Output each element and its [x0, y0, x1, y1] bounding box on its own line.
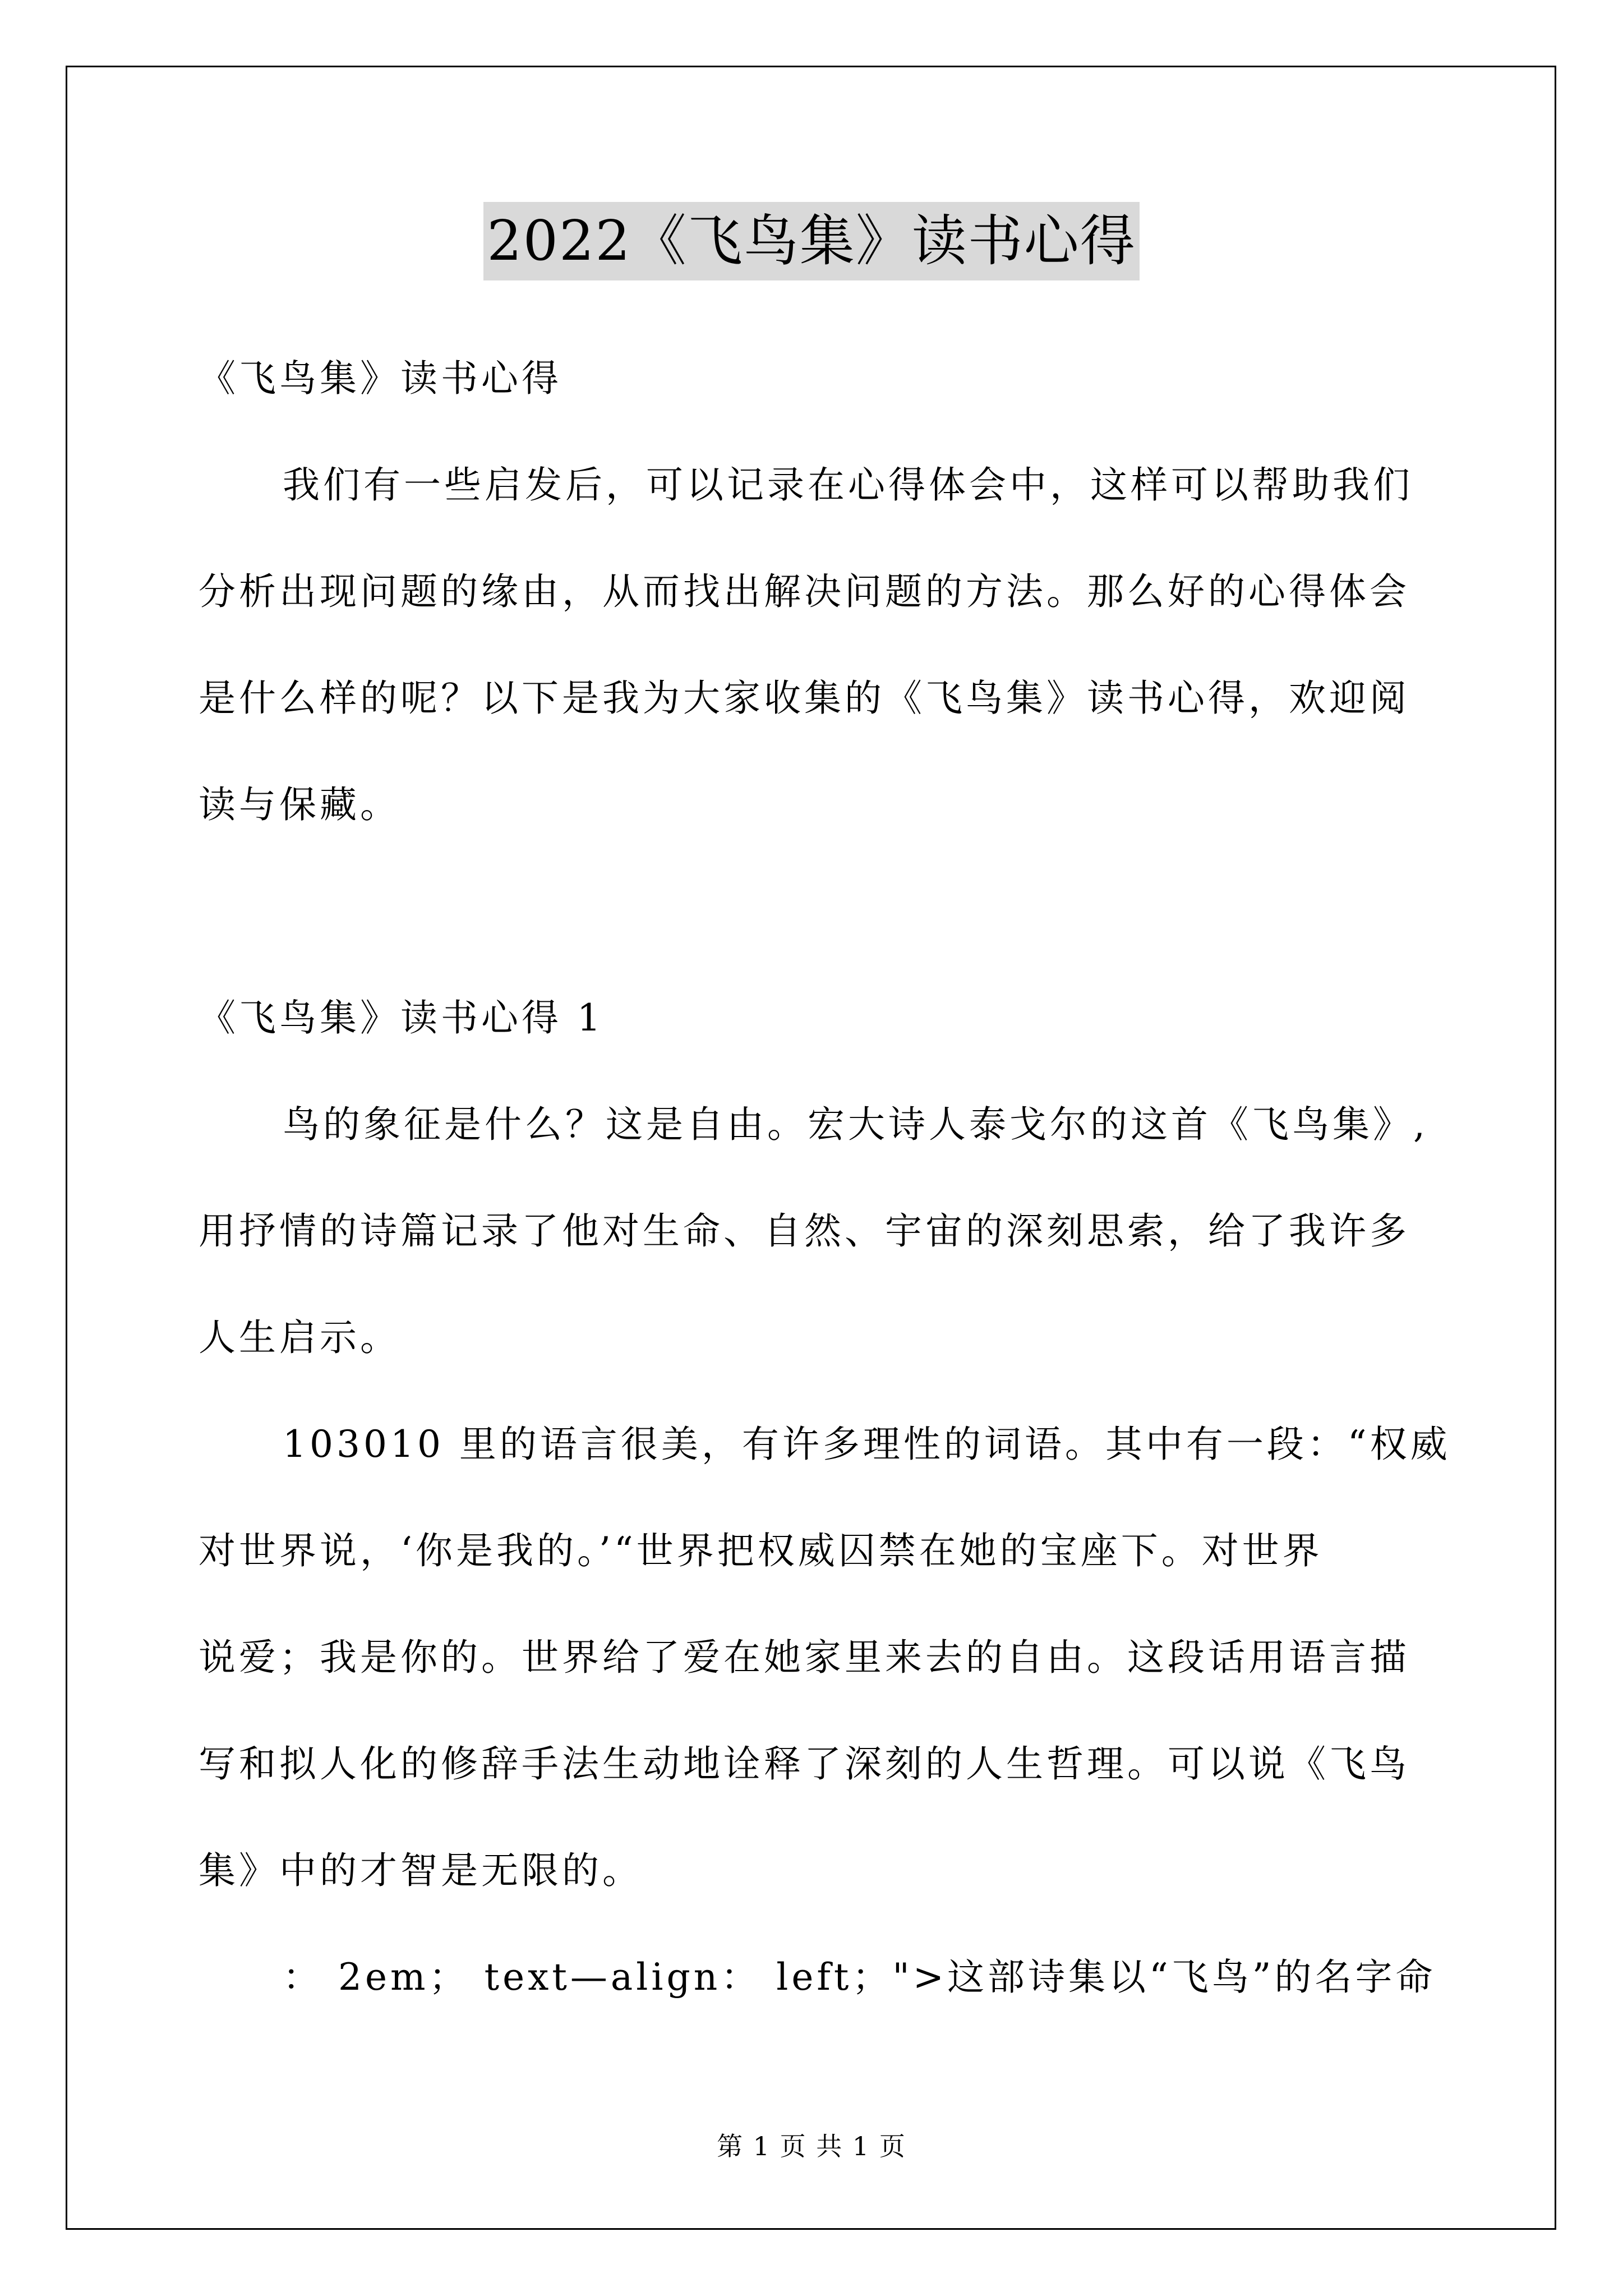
paragraph-line: 说爱；我是你的。世界给了爱在她家里来去的自由。这段话用语言描 — [199, 1636, 1410, 1679]
page-footer: 第 1 页 共 1 页 — [717, 2131, 906, 2161]
paragraph-line: 用抒情的诗篇记录了他对生命、自然、宇宙的深刻思索，给了我许多 — [199, 1209, 1410, 1253]
paragraph-line: ： 2em； text—align： left；">这部诗集以“飞鸟”的名字命 — [283, 1955, 1436, 1999]
intro-line: 我们有一些启发后，可以记录在心得体会中，这样可以帮助我们 — [283, 463, 1413, 507]
intro-line: 分析出现问题的缘由，从而找出解决问题的方法。那么好的心得体会 — [199, 570, 1410, 613]
document-title: 2022《飞鸟集》读书心得 — [483, 202, 1139, 280]
intro-line: 是什么样的呢？以下是我为大家收集的《飞鸟集》读书心得，欢迎阅 — [199, 677, 1410, 720]
intro-heading: 《飞鸟集》读书心得 — [199, 357, 562, 400]
paragraph-line: 写和拟人化的修辞手法生动地诠释了深刻的人生哲理。可以说《飞鸟 — [199, 1742, 1410, 1786]
paragraph-line: 103010 里的语言很美，有许多理性的词语。其中有一段：“权威 — [283, 1423, 1451, 1466]
paragraph-line: 鸟的象征是什么？这是自由。宏大诗人泰戈尔的这首《飞鸟集》, — [283, 1103, 1428, 1146]
paragraph-line: 对世界说，‘你是我的。’“世界把权威囚禁在她的宝座下。对世界 — [199, 1529, 1323, 1572]
intro-line: 读与保藏。 — [199, 783, 400, 826]
title-area — [0, 202, 1623, 280]
section-heading: 《飞鸟集》读书心得 1 — [199, 996, 604, 1039]
spacer — [199, 881, 1432, 987]
paragraph-line: 集》中的才智是无限的。 — [199, 1849, 643, 1892]
paragraph-line: 人生启示。 — [199, 1316, 400, 1359]
document-body — [199, 348, 1451, 2053]
